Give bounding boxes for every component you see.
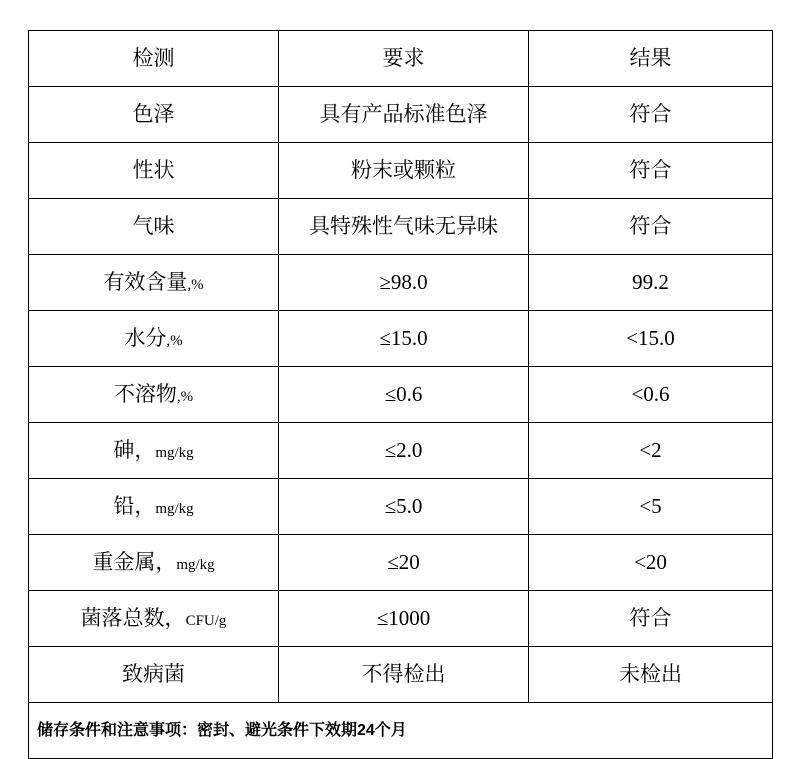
- item-name: 铅，: [113, 494, 156, 519]
- item-name: 不溶物: [113, 382, 177, 407]
- cell-item: [29, 423, 279, 479]
- item-label: [29, 437, 278, 463]
- requirement-value: ≤0.6: [384, 382, 423, 407]
- table-row: [29, 479, 773, 535]
- header-cell-result: [529, 31, 773, 87]
- table-row: [29, 87, 773, 143]
- requirement-value: 具特殊性气味无异味: [309, 214, 498, 239]
- requirement-value: 不得检出: [361, 662, 446, 687]
- requirement-value: ≤2.0: [384, 438, 423, 463]
- cell-item: [29, 255, 279, 311]
- result-value: <2: [639, 438, 662, 463]
- cell-item: [29, 591, 279, 647]
- table-row: [29, 143, 773, 199]
- cell-requirement: [279, 87, 529, 143]
- cell-requirement: [279, 255, 529, 311]
- result-value: <20: [634, 550, 667, 575]
- item-name: 水分: [124, 326, 167, 351]
- cell-requirement: [279, 479, 529, 535]
- header-item-label: 检测: [132, 46, 175, 71]
- storage-note-text: 储存条件和注意事项：密封、避光条件下效期24个月: [37, 721, 407, 739]
- cell-result: [529, 591, 773, 647]
- requirement-value: ≤15.0: [379, 326, 428, 351]
- table-row: [29, 255, 773, 311]
- cell-requirement: [279, 367, 529, 423]
- table-row: [29, 591, 773, 647]
- spec-table-wrapper: [28, 30, 772, 759]
- footer-cell-storage-note: [29, 703, 773, 759]
- cell-result: [529, 255, 773, 311]
- cell-requirement: [279, 423, 529, 479]
- cell-item: [29, 647, 279, 703]
- item-label: 致病菌: [122, 662, 185, 687]
- requirement-value: 具有产品标准色泽: [319, 102, 488, 127]
- cell-requirement: [279, 143, 529, 199]
- product-spec-table: [28, 30, 773, 759]
- result-value: 符合: [629, 102, 672, 127]
- cell-item: [29, 143, 279, 199]
- result-value: <15.0: [626, 326, 675, 351]
- header-cell-requirement: [279, 31, 529, 87]
- cell-requirement: [279, 535, 529, 591]
- result-value: 符合: [629, 158, 672, 183]
- requirement-value: ≤20: [387, 550, 420, 575]
- result-value: 符合: [629, 606, 672, 631]
- cell-item: [29, 479, 279, 535]
- item-name: 重金属，: [92, 550, 177, 575]
- item-label: [29, 493, 278, 519]
- table-row: [29, 311, 773, 367]
- item-label: [29, 325, 278, 351]
- cell-item: [29, 367, 279, 423]
- cell-result: [529, 143, 773, 199]
- table-footer-row: [29, 703, 773, 759]
- item-label: [29, 269, 278, 295]
- cell-item: [29, 311, 279, 367]
- cell-result: [529, 535, 773, 591]
- cell-result: [529, 199, 773, 255]
- result-value: 符合: [629, 214, 672, 239]
- cell-result: [529, 647, 773, 703]
- requirement-value: ≤5.0: [384, 494, 423, 519]
- cell-requirement: [279, 647, 529, 703]
- cell-item: [29, 87, 279, 143]
- cell-result: [529, 479, 773, 535]
- table-row: [29, 423, 773, 479]
- cell-requirement: [279, 591, 529, 647]
- result-value: 99.2: [632, 270, 669, 295]
- cell-result: [529, 367, 773, 423]
- item-unit: ,%: [166, 333, 183, 350]
- cell-requirement: [279, 311, 529, 367]
- item-unit: ,%: [187, 277, 204, 294]
- table-row: [29, 647, 773, 703]
- cell-item: [29, 199, 279, 255]
- cell-item: [29, 535, 279, 591]
- header-result-label: 结果: [629, 46, 672, 71]
- item-label: 色泽: [132, 102, 175, 127]
- cell-requirement: [279, 199, 529, 255]
- item-label: 气味: [132, 214, 175, 239]
- item-label: [29, 549, 278, 575]
- table-header-row: [29, 31, 773, 87]
- item-unit: mg/kg: [155, 501, 194, 518]
- cell-result: [529, 311, 773, 367]
- requirement-value: ≥98.0: [379, 270, 428, 295]
- item-unit: mg/kg: [155, 445, 194, 462]
- cell-result: [529, 423, 773, 479]
- item-unit: CFU/g: [185, 613, 227, 630]
- header-cell-item: [29, 31, 279, 87]
- item-name: 菌落总数，: [80, 606, 186, 631]
- table-row: [29, 535, 773, 591]
- result-value: <5: [639, 494, 662, 519]
- result-value: 未检出: [619, 662, 682, 687]
- cell-result: [529, 87, 773, 143]
- item-name: 有效含量: [103, 270, 188, 295]
- result-value: <0.6: [631, 382, 670, 407]
- table-row: [29, 367, 773, 423]
- header-requirement-label: 要求: [382, 46, 425, 71]
- requirement-value: 粉末或颗粒: [351, 158, 456, 183]
- requirement-value: ≤1000: [376, 606, 431, 631]
- item-label: [29, 605, 278, 631]
- item-label: 性状: [132, 158, 175, 183]
- table-row: [29, 199, 773, 255]
- item-unit: ,%: [176, 389, 194, 406]
- item-name: 砷，: [113, 438, 156, 463]
- item-label: [29, 381, 278, 407]
- item-unit: mg/kg: [176, 557, 215, 574]
